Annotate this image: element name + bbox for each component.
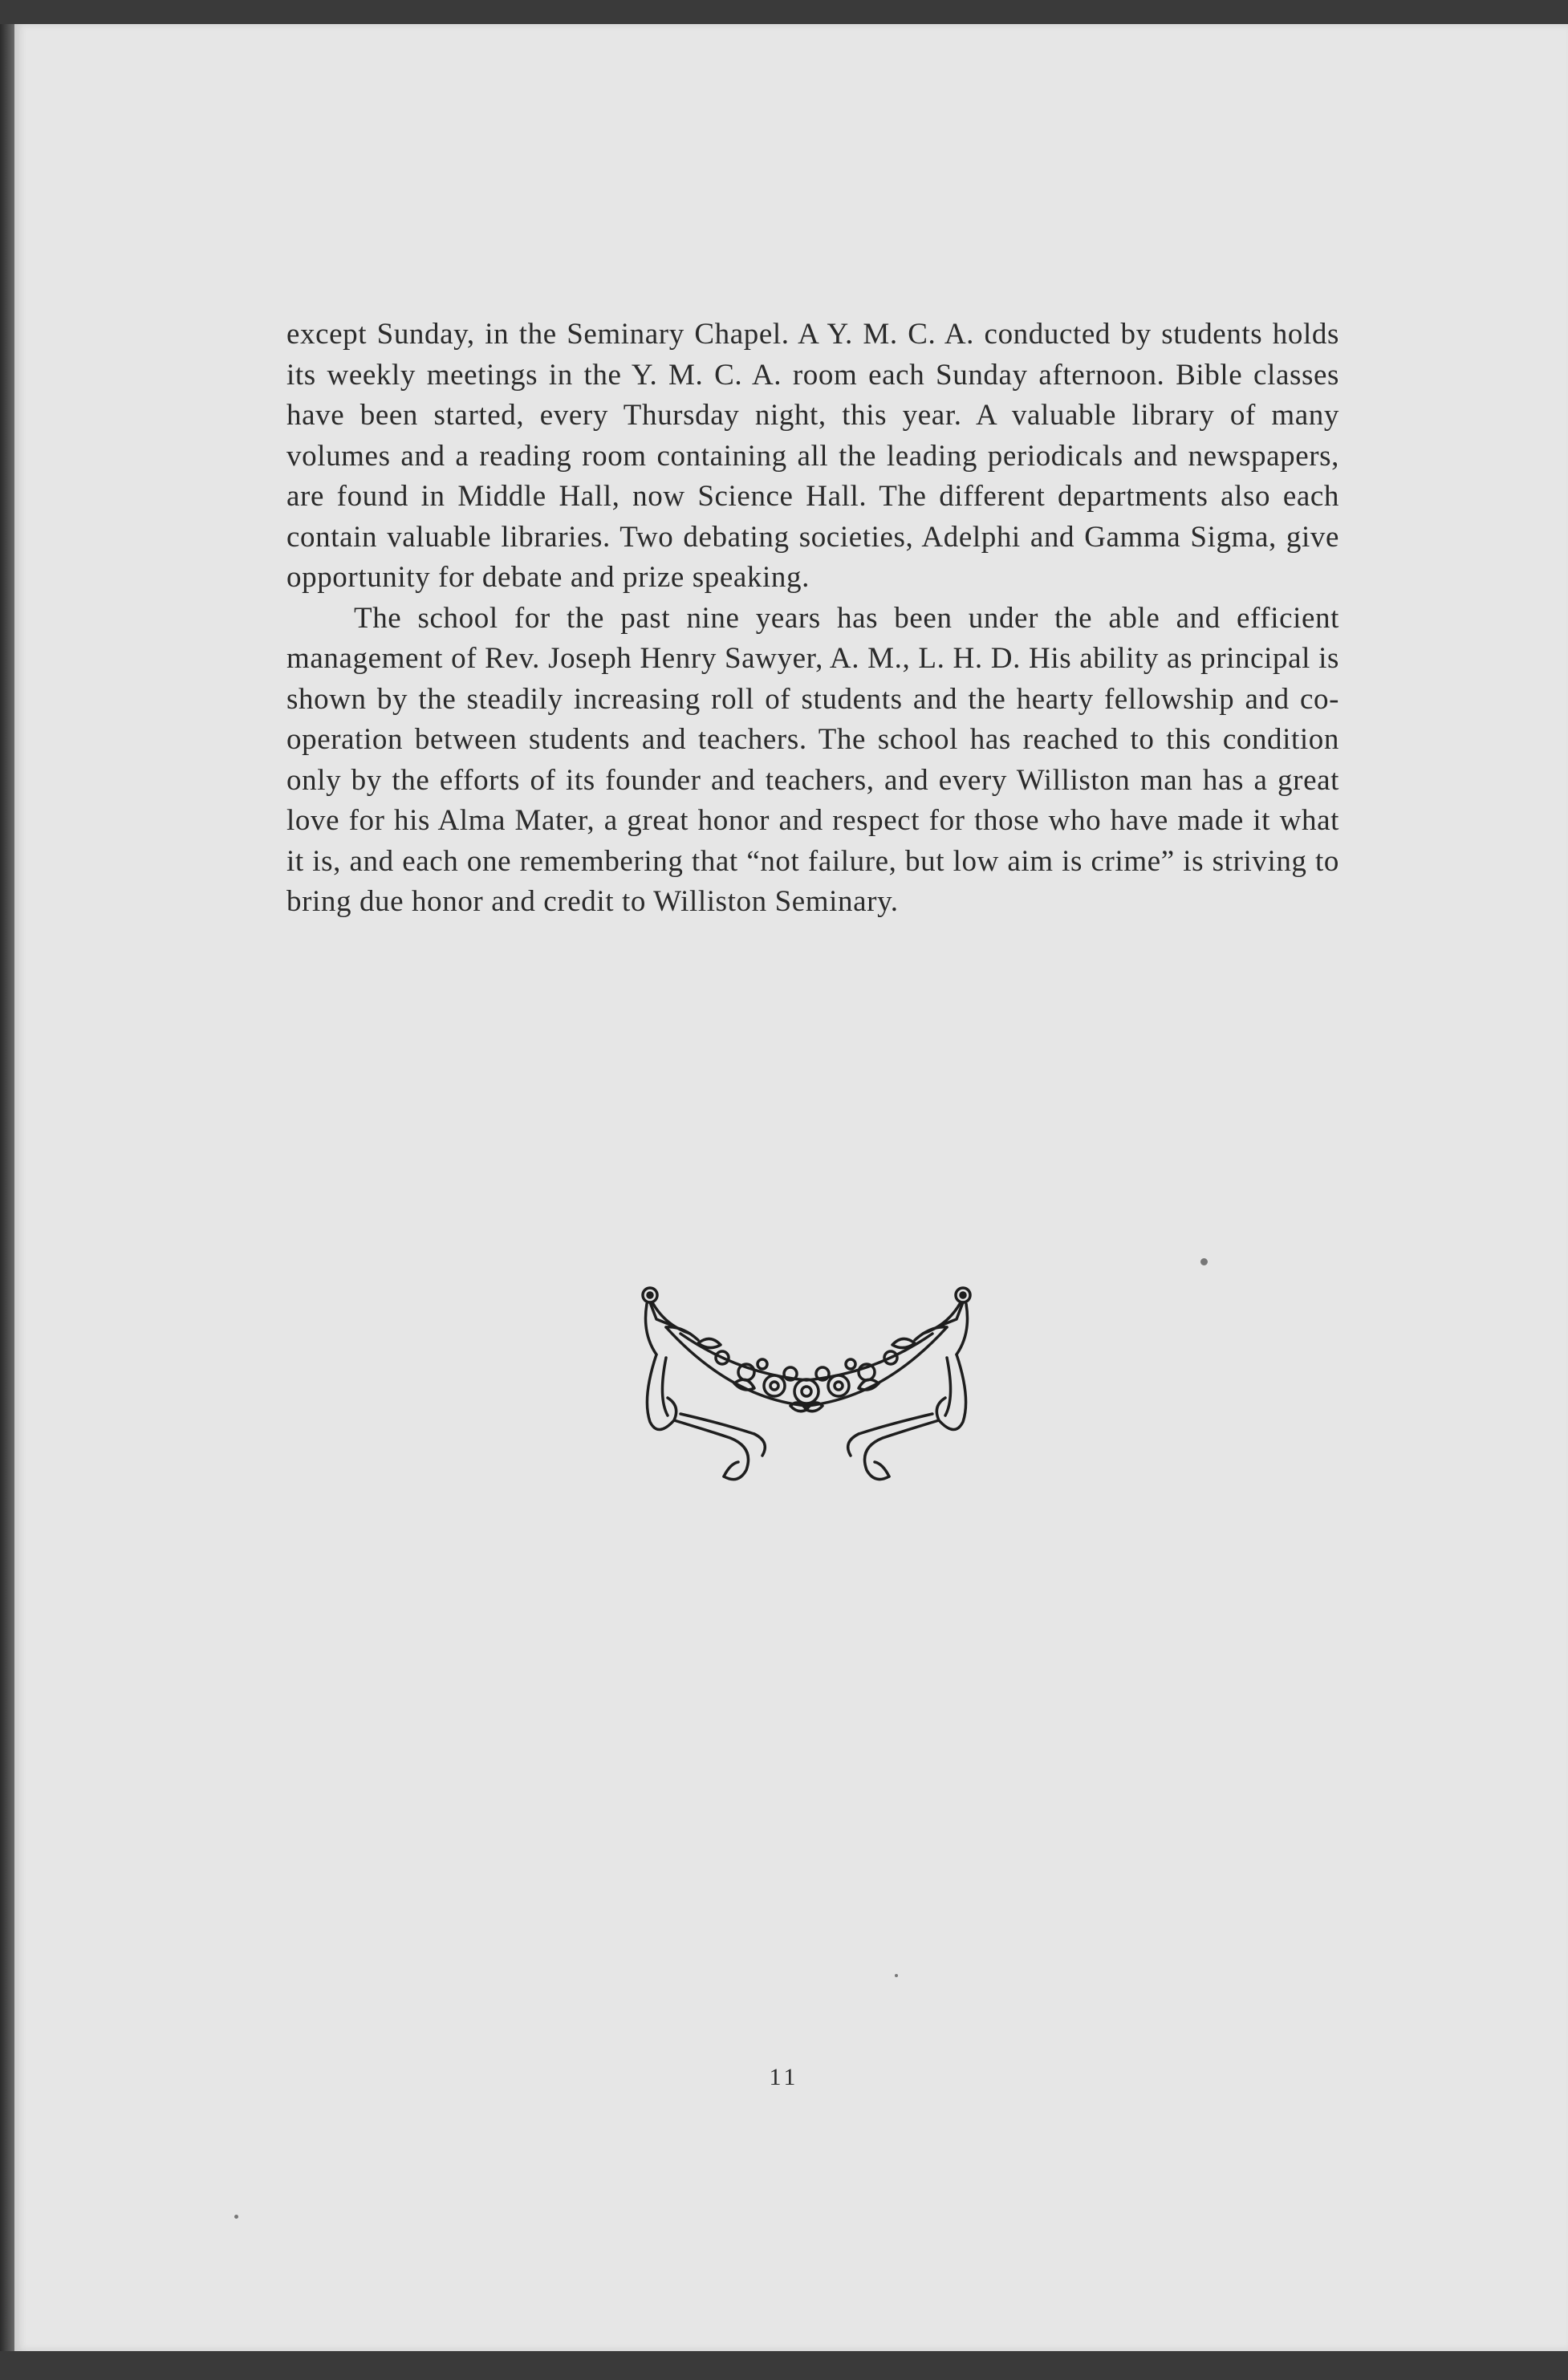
paragraph-2: The school for the past nine years has been under the able and efficient management of Rev. Joseph Henry Sawyer, A. M., L. H. D. His ability as principal is shown by the steadily increasing roll of students and the hearty fellowship and co-operation between students and teachers. The school has reached to this condition only by the efforts of its founder and teachers, and every Williston man has a great love for his Alma Mater, a great honor and respect for those who have made it what it is, and each one remembering that “not failure, but low aim is crime” is striving to bring due honor and credit to Williston Seminary. bbox=[286, 601, 1339, 918]
scan-speck bbox=[895, 1974, 898, 1977]
scan-speck bbox=[234, 2215, 238, 2219]
paragraph-1: except Sunday, in the Seminary Chapel. A Y. M. C. A. conducted by students holds its weekly meetings in the Y. M. C. A. room each Sunday afternoon. Bible classes have been started, every Thursday night, this year. A valuable library of many volumes and a reading room containing all the leading periodicals and newspapers, are found in Middle Hall, now Science Hall. The different departments also each contain valuable libraries. Two debating societies, Adelphi and Gamma Sigma, give opportunity for debate and prize speaking. bbox=[286, 318, 1339, 594]
scan-speck bbox=[1200, 1258, 1208, 1265]
page-number: 11 bbox=[769, 2064, 799, 2090]
book-spine-shadow bbox=[0, 24, 14, 2351]
floral-garland-ribbon-ornament-icon bbox=[634, 1277, 979, 1494]
body-text bbox=[286, 315, 1339, 923]
